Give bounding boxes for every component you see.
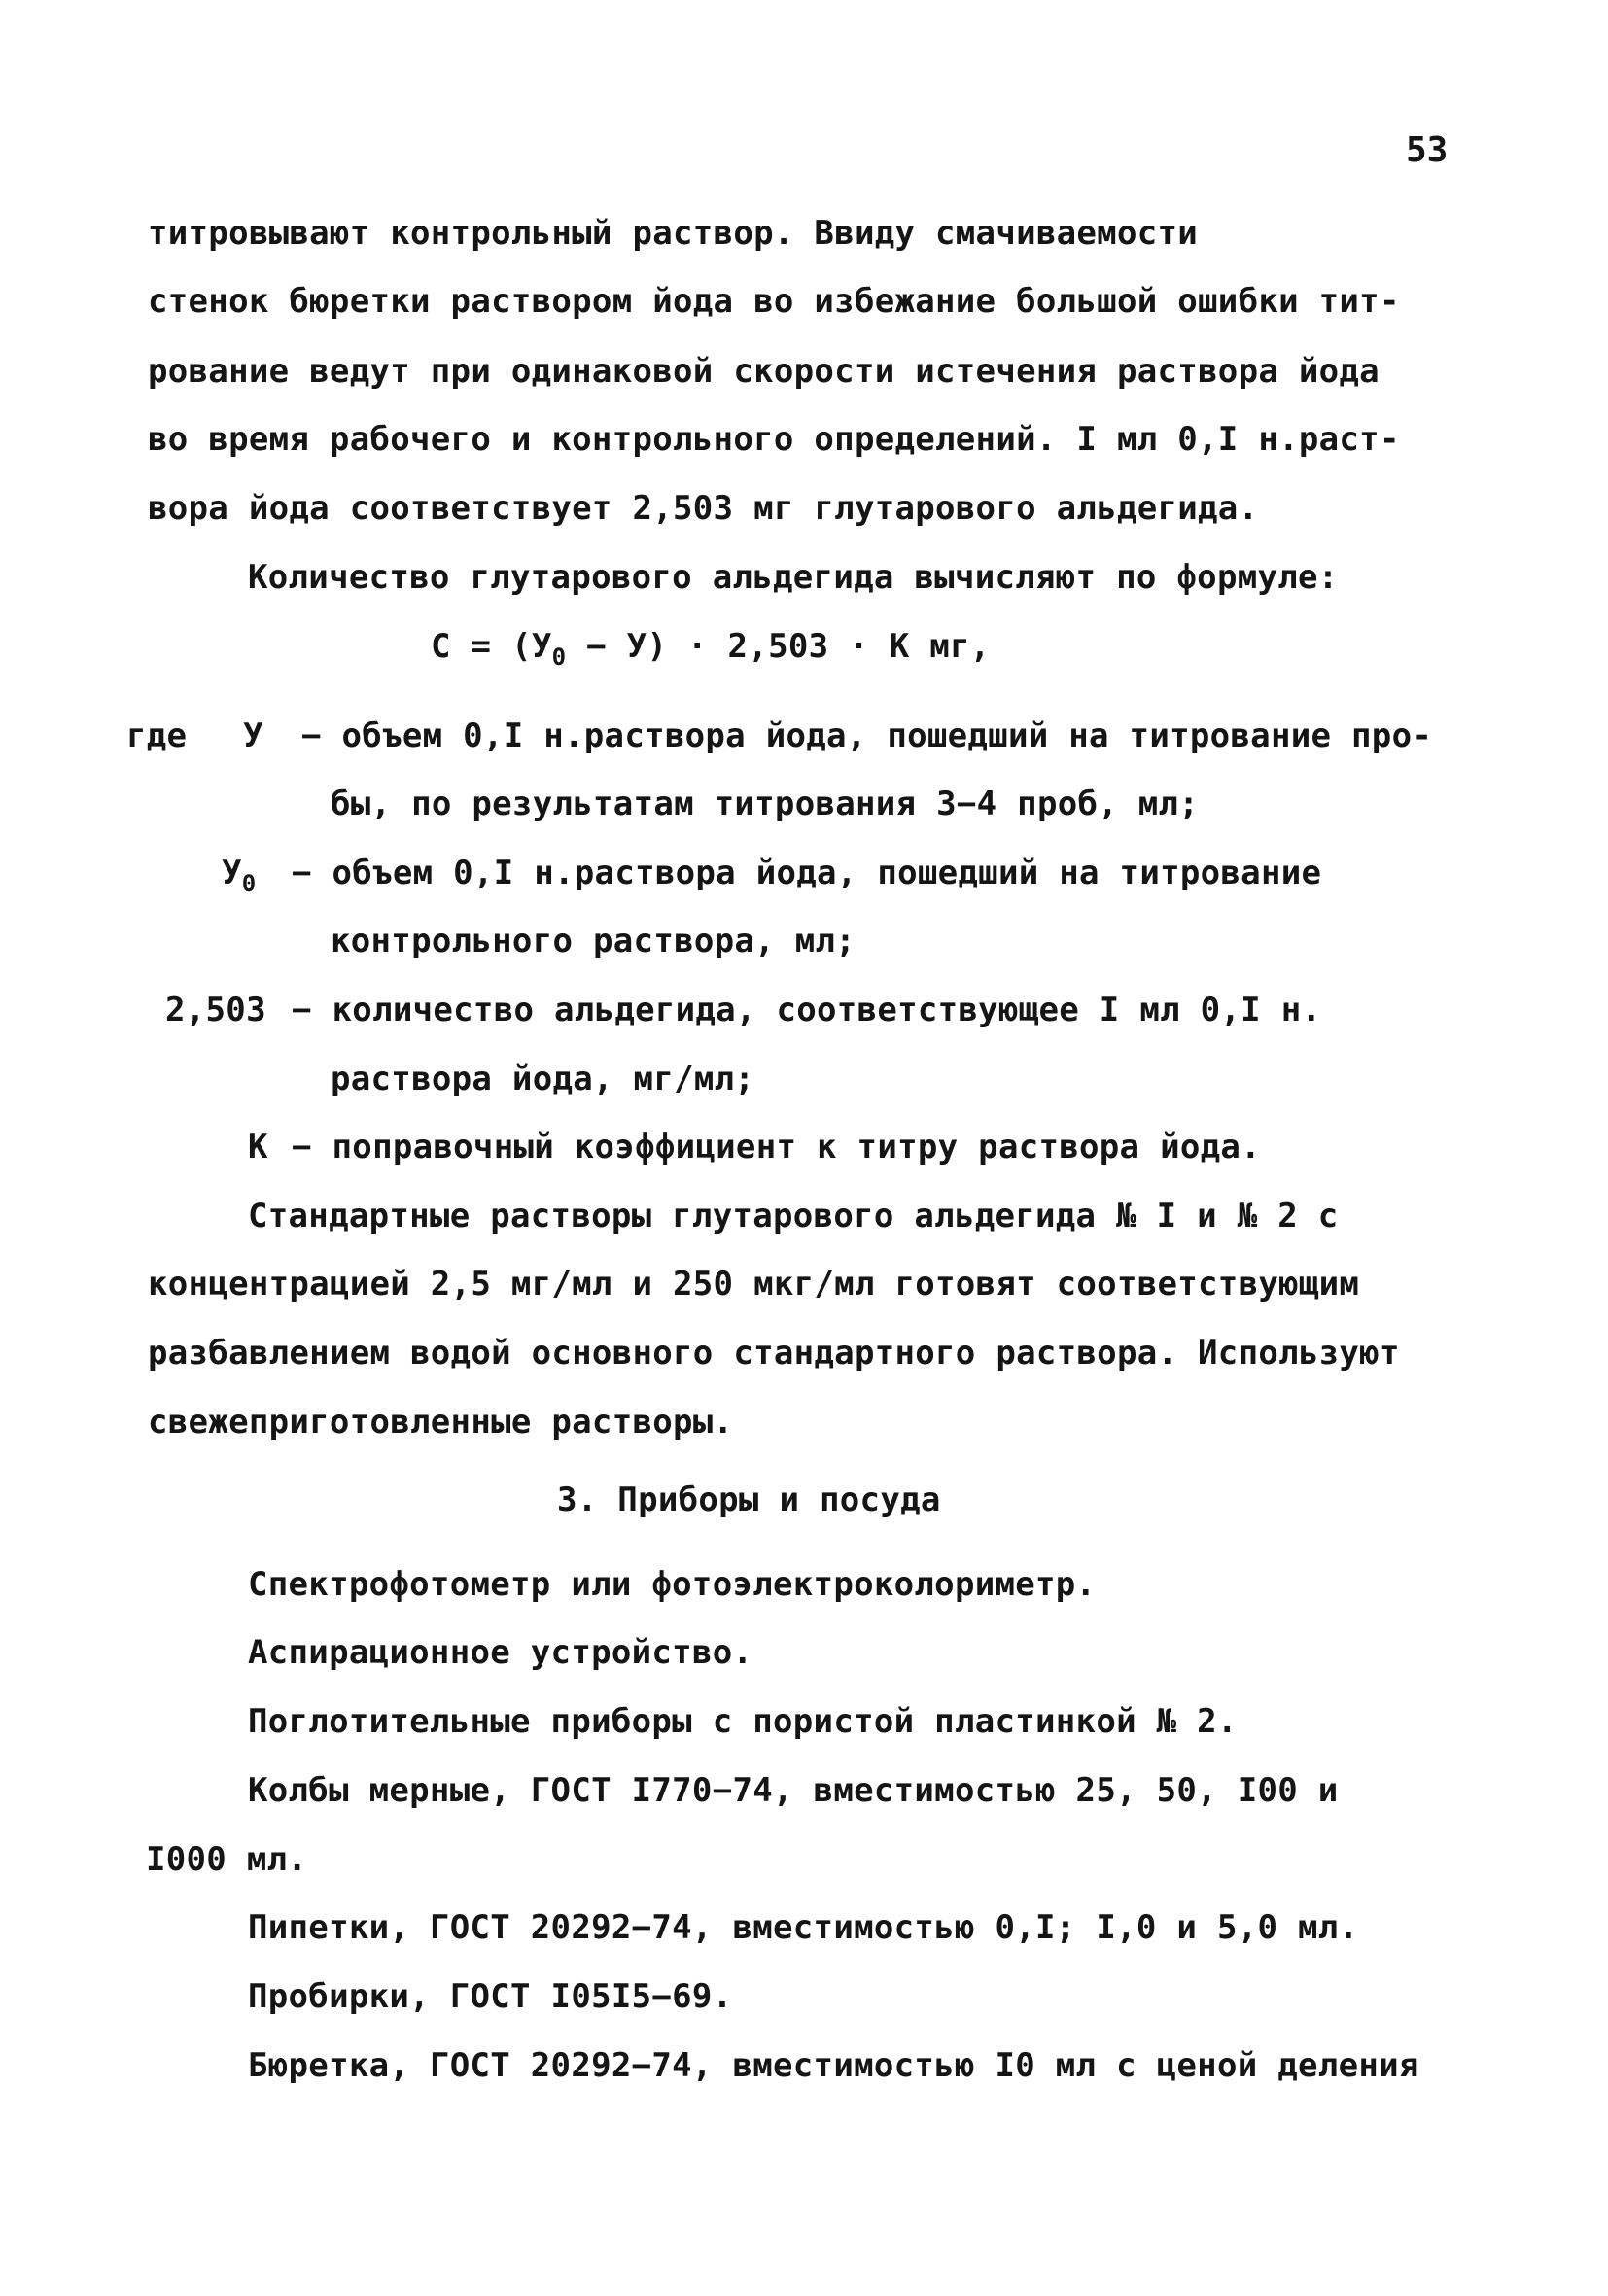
definition-text: − количество альдегида, соответствующее I мл 0,I н. bbox=[292, 991, 1322, 1029]
list-item: I000 мл. bbox=[146, 1840, 308, 1879]
text-line: титровывают контрольный раствор. Ввиду смачиваемости bbox=[148, 214, 1199, 253]
formula-right: − У) · 2,503 · К мг, bbox=[566, 627, 991, 666]
text-line: разбавлением водой основного стандартного раствора. Используют bbox=[148, 1334, 1400, 1373]
definition-text: − поправочный коэффициент к титру раствора йода. bbox=[292, 1128, 1261, 1166]
text-line: Количество глутарового альдегида вычисляют по формуле: bbox=[248, 558, 1339, 597]
definition-symbol bbox=[222, 853, 257, 903]
list-item: Пипетки, ГОСТ 20292−74, вместимостью 0,I; I,0 и 5,0 мл. bbox=[248, 1908, 1359, 1947]
list-item: Колбы мерные, ГОСТ I770−74, вместимостью 25, 50, I00 и bbox=[248, 1771, 1339, 1810]
symbol-y: У bbox=[222, 853, 242, 892]
formula-subscript: 0 bbox=[551, 644, 567, 671]
text-line: свежеприготовленные растворы. bbox=[148, 1403, 734, 1442]
list-item: Бюретка, ГОСТ 20292−74, вместимостью I0 мл с ценой деления bbox=[248, 2046, 1419, 2085]
page-number: 53 bbox=[1406, 130, 1449, 170]
definition-text: − объем 0,I н.раствора йода, пошедший на титрование bbox=[292, 853, 1322, 892]
where-label: где bbox=[126, 716, 188, 755]
text-line: во время рабочего и контрольного определений. I мл 0,I н.раст- bbox=[148, 420, 1400, 459]
list-item: Поглотительные приборы с пористой пластинкой № 2. bbox=[248, 1702, 1238, 1741]
text-line: вора йода соответствует 2,503 мг глутарового альдегида. bbox=[148, 489, 1259, 528]
text-line: концентрацией 2,5 мг/мл и 250 мкг/мл готовят соответствующим bbox=[148, 1265, 1360, 1304]
formula-left: С = (У bbox=[431, 627, 552, 666]
definition-text: раствора йода, мг/мл; bbox=[331, 1060, 755, 1098]
definition-text: контрольного раствора, мл; bbox=[331, 922, 856, 960]
symbol-subscript: 0 bbox=[241, 870, 257, 897]
formula bbox=[431, 627, 991, 677]
definition-symbol: У bbox=[243, 716, 263, 755]
definition-symbol: 2,503 bbox=[165, 991, 266, 1029]
text-line: стенок бюретки раствором йода во избежание большой ошибки тит- bbox=[148, 282, 1400, 321]
list-item: Спектрофотометр или фотоэлектроколориметр. bbox=[248, 1565, 1097, 1604]
list-item: Пробирки, ГОСТ I05I5−69. bbox=[248, 1977, 733, 2016]
definition-text: − объем 0,I н.раствора йода, пошедший на титрование про- bbox=[301, 716, 1433, 755]
section-heading: 3. Приборы и посуда bbox=[557, 1480, 941, 1519]
definition-text: бы, по результатам титрования 3−4 проб, мл; bbox=[331, 784, 1200, 823]
text-line: рование ведут при одинаковой скорости истечения раствора йода bbox=[148, 352, 1380, 391]
definition-symbol: К bbox=[248, 1128, 268, 1166]
text-line: Стандартные растворы глутарового альдегида № I и № 2 с bbox=[248, 1197, 1339, 1235]
list-item: Аспирационное устройство. bbox=[248, 1633, 753, 1672]
